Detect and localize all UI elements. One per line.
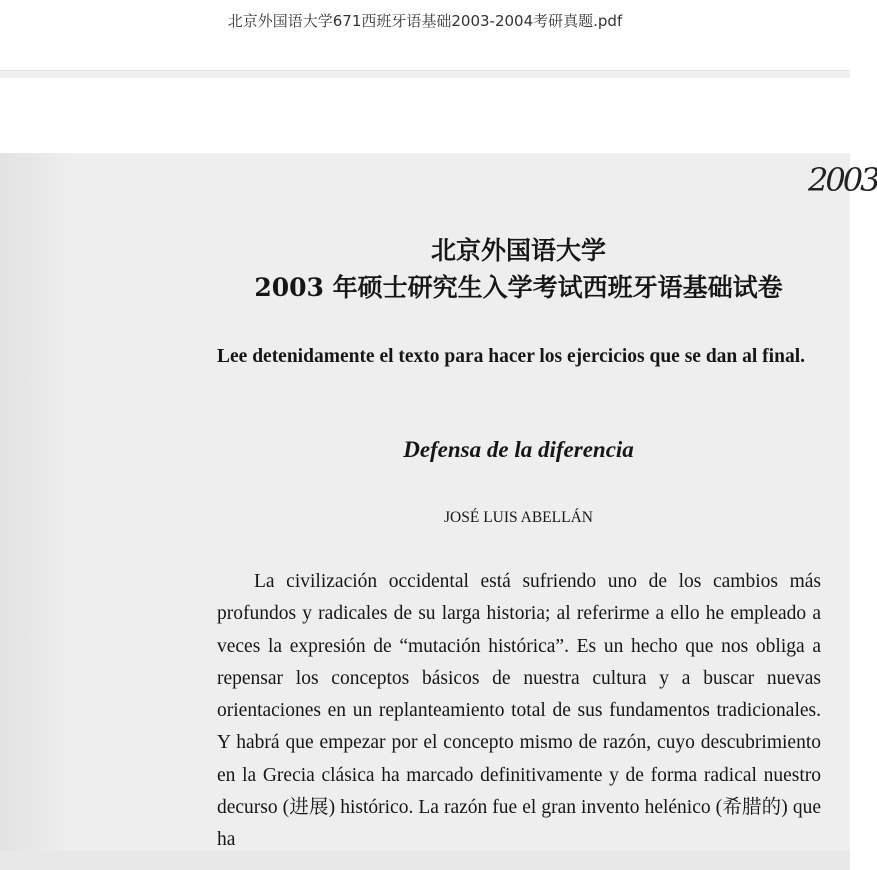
scanned-page[interactable] <box>0 153 877 851</box>
article-author: JOSÉ LUIS ABELLÁN <box>444 509 593 526</box>
exam-title: 2003 年硕士研究生入学考试西班牙语基础试卷 <box>254 273 783 302</box>
page-gap <box>0 78 850 153</box>
bottom-scroll-area <box>0 851 850 870</box>
article-title: Defensa de la diferencia <box>403 437 634 462</box>
exam-instructions: Lee detenidamente el texto para hacer los ejercicios que se dan al final. <box>217 346 805 367</box>
document-header <box>0 0 850 72</box>
school-name: 北京外国语大学 <box>430 236 606 265</box>
scan-edge-shadow <box>0 153 70 851</box>
handwritten-page-number: 2003 <box>808 161 877 199</box>
article-body: La civilización occidental está sufriendo uno de los cambios más profundos y radicales de su larga historia; al referirme a ello he empleado a veces la expresión de “mutación histórica”. Es un hecho que nos obliga a repensar los conceptos básicos de nuestra cultura y a buscar nuevas orientaciones en un replanteamiento total de sus fundamentos tradicionales. Y habrá que empezar por el concepto mismo de razón, cuyo descubrimiento en la Grecia clásica ha marcado definitivamente y de forma radical nuestro decurso (进展) histórico. La razón fue el gran invento helénico (希腊的) que ha <box>217 571 821 851</box>
document-title: 北京外国语大学671西班牙语基础2003-2004考研真题.pdf <box>227 12 623 30</box>
